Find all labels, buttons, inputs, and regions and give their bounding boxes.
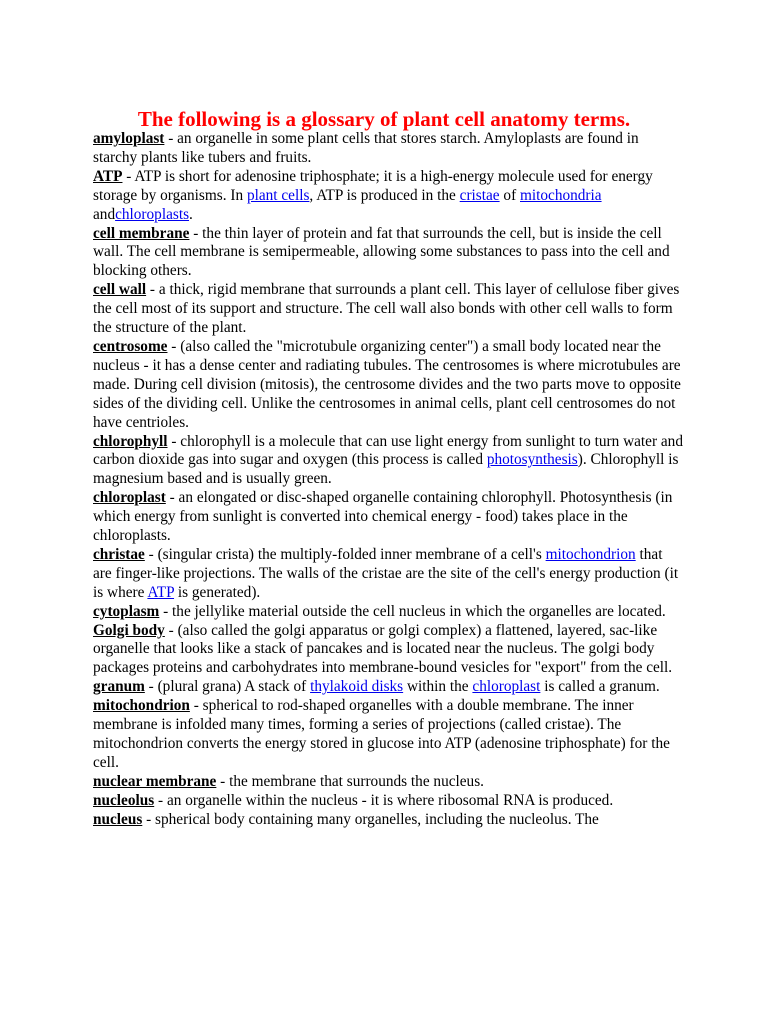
term-nucleolus: nucleolus — [93, 791, 155, 809]
entry-chloroplast — [93, 489, 683, 546]
term-nuclear-membrane: nuclear membrane — [93, 772, 217, 790]
link-chloroplast[interactable]: chloroplast — [472, 678, 541, 696]
link-thylakoid-disks[interactable]: thylakoid disks — [310, 678, 404, 696]
entry-nuclear-membrane — [93, 773, 683, 792]
term-golgi-body: Golgi body — [93, 621, 165, 639]
entry-cell-membrane — [93, 225, 683, 282]
entry-christae — [93, 546, 683, 603]
definition-chloroplast: - an elongated or disc-shaped organelle containing chlorophyll. Photosynthesis (in which energy from sunlight is converted into chemical energy - food) takes place in the chloroplasts. — [93, 489, 673, 545]
definition-atp-part3: of — [499, 186, 520, 204]
term-granum: granum — [93, 678, 145, 696]
definition-atp-part4: and — [93, 205, 116, 223]
definition-nucleus: - spherical body containing many organelles, including the nucleolus. The — [142, 810, 599, 828]
term-cell-wall: cell wall — [93, 281, 147, 299]
definition-christae-part3: is generated). — [174, 583, 261, 601]
entry-golgi-body — [93, 622, 683, 679]
term-centrosome: centrosome — [93, 337, 168, 355]
definition-granum-part1: - (plural grana) A stack of — [144, 678, 311, 696]
link-cristae[interactable]: cristae — [459, 186, 500, 204]
entry-cytoplasm — [93, 603, 683, 622]
link-atp[interactable]: ATP — [147, 583, 175, 601]
definition-cell-membrane: - the thin layer of protein and fat that surrounds the cell, but is inside the cell wall. The cell membrane is semipermeable, allowing some substances to pass into the cell and blocking others. — [93, 224, 670, 280]
entry-granum — [93, 678, 683, 697]
definition-cytoplasm: - the jellylike material outside the cell nucleus in which the organelles are located. — [159, 602, 666, 620]
definition-granum-part3: is called a granum. — [540, 678, 660, 696]
definition-christae-part2: that are finger-like projections. The walls of the cristae are the site of the cell's energy production (it is where — [93, 545, 679, 601]
link-mitochondrion[interactable]: mitochondrion — [545, 545, 636, 563]
term-chloroplast: chloroplast — [93, 489, 166, 507]
definition-atp-part5: . — [189, 205, 193, 223]
definition-nuclear-membrane: - the membrane that surrounds the nucleus. — [216, 772, 484, 790]
term-cytoplasm: cytoplasm — [93, 602, 160, 620]
definition-centrosome: - (also called the "microtubule organizing center") a small body located near the nucleus - it has a dense center and radiating tubules. The centrosomes is where microtubules are made. During cell division (mitosis), the centrosome divides and the two parts move to opposite sides of the dividing cell. Unlike the centrosomes in animal cells, plant cell centrosomes do not have centrioles. — [93, 337, 681, 431]
term-cell-membrane: cell membrane — [93, 224, 190, 242]
link-chloroplasts[interactable]: chloroplasts — [115, 205, 190, 223]
definition-atp-part1: - ATP is short for adenosine triphosphate; it is a high-energy molecule used for energy storage by organisms. In — [93, 167, 653, 204]
definition-chlorophyll-part1: - chlorophyll is a molecule that can use light energy from sunlight to turn water and carbon dioxide gas into sugar and oxygen (this process is called — [93, 432, 683, 469]
definition-golgi-body: - (also called the golgi apparatus or golgi complex) a flattened, layered, sac-like organelle that looks like a stack of pancakes and is located near the nucleus. The golgi body packages proteins and carbohydrates into membrane-bound vesicles for "export" from the cell. — [93, 621, 673, 677]
definition-christae-part1: - (singular crista) the multiply-folded inner membrane of a cell's — [144, 545, 546, 563]
link-mitochondria[interactable]: mitochondria — [520, 186, 602, 204]
definition-mitochondrion: - spherical to rod-shaped organelles with a double membrane. The inner membrane is infolded many times, forming a series of projections (called cristae). The mitochondrion converts the energy stored in glucose into ATP (adenosine triphosphate) for the cell. — [93, 697, 670, 771]
definition-nucleolus: - an organelle within the nucleus - it is where ribosomal RNA is produced. — [154, 791, 614, 809]
page-title: The following is a glossary of plant cell anatomy terms. — [137, 107, 631, 131]
entry-chlorophyll — [93, 433, 683, 490]
glossary — [93, 130, 683, 830]
term-chlorophyll: chlorophyll — [93, 432, 168, 450]
entry-amyloplast — [93, 130, 683, 168]
entry-mitochondrion — [93, 697, 683, 773]
definition-cell-wall: - a thick, rigid membrane that surrounds a plant cell. This layer of cellulose fiber gives the cell most of its support and structure. The cell wall also bonds with other cell walls to form the structure of the plant. — [93, 281, 680, 337]
term-nucleus: nucleus — [93, 810, 143, 828]
definition-amyloplast: - an organelle in some plant cells that stores starch. Amyloplasts are found in starchy plants like tubers and fruits. — [93, 130, 639, 166]
link-photosynthesis[interactable]: photosynthesis — [486, 451, 578, 469]
entry-atp — [93, 168, 683, 225]
term-christae: christae — [93, 545, 145, 563]
definition-chlorophyll-part2: ). Chlorophyll is magnesium based and is usually green. — [93, 451, 679, 488]
definition-granum-part2: within the — [403, 678, 473, 696]
entry-cell-wall — [93, 281, 683, 338]
entry-nucleus — [93, 811, 683, 830]
entry-nucleolus — [93, 792, 683, 811]
entry-centrosome — [93, 338, 683, 433]
term-amyloplast: amyloplast — [93, 130, 165, 147]
link-plant-cells[interactable]: plant cells — [246, 186, 310, 204]
definition-atp-part2: , ATP is produced in the — [309, 186, 460, 204]
term-mitochondrion: mitochondrion — [93, 697, 190, 715]
term-atp: ATP — [93, 167, 123, 185]
